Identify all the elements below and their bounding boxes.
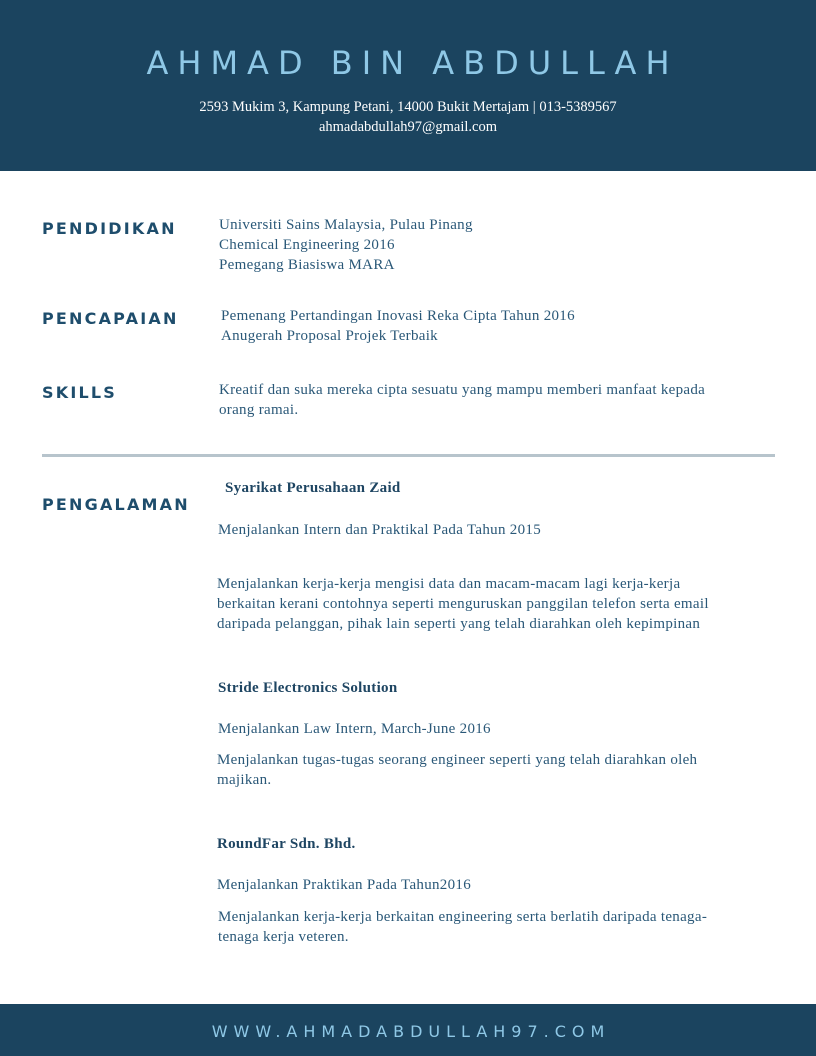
job-description-line: tenaga kerja veteren. (218, 929, 349, 945)
skills-text-line: Kreatif dan suka mereka cipta sesuatu yang mampu memberi manfaat kepada (219, 382, 706, 398)
job-description-line: berkaitan kerani contohnya seperti menguruskan panggilan telefon serta email (217, 596, 709, 612)
section-heading-pencapaian: PENCAPAIAN (42, 309, 179, 328)
skills-text-line: orang ramai. (219, 402, 299, 418)
achievement-item: Pemenang Pertandingan Inovasi Reka Cipta Tahun 2016 (221, 308, 575, 324)
job-description-line: daripada pelanggan, pihak lain seperti yang telah diarahkan oleh kepimpinan (217, 616, 701, 632)
job-role: Menjalankan Law Intern, March-June 2016 (218, 721, 491, 737)
section-heading-pengalaman: PENGALAMAN (42, 495, 190, 514)
section-heading-skills: SKILLS (42, 383, 117, 402)
job-company: Syarikat Perusahaan Zaid (225, 480, 401, 496)
address-phone: 2593 Mukim 3, Kampung Petani, 14000 Bukit Mertajam | 013-5389567 (199, 99, 617, 115)
job-role: Menjalankan Intern dan Praktikal Pada Tahun 2015 (218, 522, 541, 538)
website-link[interactable]: WWW.AHMADABDULLAH97.COM (211, 1022, 611, 1041)
header-banner (0, 0, 816, 171)
footer-banner (0, 1004, 816, 1056)
job-description-line: Menjalankan kerja-kerja mengisi data dan macam-macam lagi kerja-kerja (217, 576, 681, 592)
job-role: Menjalankan Praktikan Pada Tahun2016 (217, 877, 472, 893)
applicant-name: AHMAD BIN ABDULLAH (146, 44, 679, 82)
section-divider (42, 454, 775, 457)
job-company: Stride Electronics Solution (218, 680, 398, 696)
email: ahmadabdullah97@gmail.com (318, 119, 498, 135)
job-description-line: Menjalankan kerja-kerja berkaitan engineering serta berlatih daripada tenaga- (218, 909, 708, 925)
education-scholarship: Pemegang Biasiswa MARA (219, 257, 395, 273)
education-course: Chemical Engineering 2016 (219, 237, 395, 253)
achievement-item: Anugerah Proposal Projek Terbaik (221, 328, 438, 344)
job-description-line: Menjalankan tugas-tugas seorang engineer seperti yang telah diarahkan oleh (217, 752, 698, 768)
job-company: RoundFar Sdn. Bhd. (217, 836, 356, 852)
job-description-line: majikan. (217, 772, 272, 788)
education-university: Universiti Sains Malaysia, Pulau Pinang (219, 217, 473, 233)
section-heading-pendidikan: PENDIDIKAN (42, 219, 177, 238)
